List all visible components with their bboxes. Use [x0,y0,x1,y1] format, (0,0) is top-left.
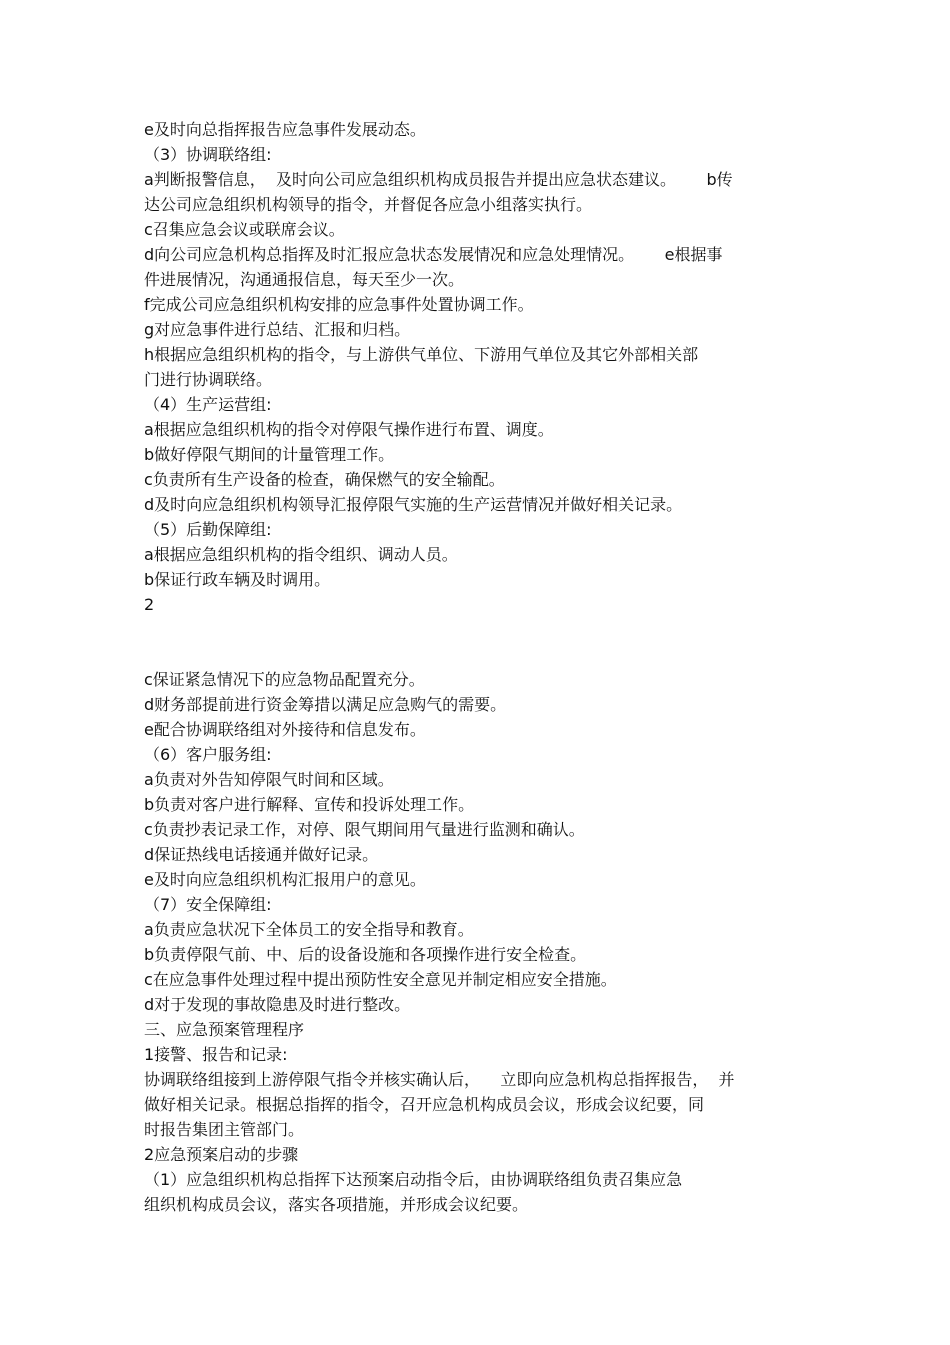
text-line: a负责对外告知停限气时间和区域。 [144,770,394,789]
section-heading: 2应急预案启动的步骤 [144,1145,299,1164]
text-line: b负责停限气前、中、后的设备设施和各项操作进行安全检查。 [144,945,587,964]
text-line: a根据应急组织机构的指令组织、调动人员。 [144,545,458,564]
text-line: 组织机构成员会议，落实各项措施，并形成会议纪要。 [144,1195,529,1214]
text-line: a根据应急组织机构的指令对停限气操作进行布置、调度。 [144,420,554,439]
text-line: d及时向应急组织机构领导汇报停限气实施的生产运营情况并做好相关记录。 [144,495,683,514]
section-heading: （7）安全保障组: [144,895,272,914]
text-line: 时报告集团主管部门。 [144,1120,305,1139]
text-line: a判断报警信息， 及时向公司应急组织机构成员报告并提出应急状态建议。 b传 [144,170,733,189]
chapter-heading: 三、应急预案管理程序 [144,1020,305,1039]
text-line: a负责应急状况下全体员工的安全指导和教育。 [144,920,474,939]
section-heading: （6）客户服务组: [144,745,272,764]
section-heading: （4）生产运营组: [144,395,272,414]
text-line: d财务部提前进行资金筹措以满足应急购气的需要。 [144,695,507,714]
text-line: g对应急事件进行总结、汇报和归档。 [144,320,411,339]
text-line: d向公司应急机构总指挥及时汇报应急状态发展情况和应急处理情况。 e根据事 [144,245,723,264]
text-line: 达公司应急组织机构领导的指令，并督促各应急小组落实执行。 [144,195,593,214]
text-line: 门进行协调联络。 [144,370,273,389]
text-line: （1）应急组织机构总指挥下达预案启动指令后，由协调联络组负责召集应急 [144,1170,683,1189]
text-line: h根据应急组织机构的指令，与上游供气单位、下游用气单位及其它外部相关部 [144,345,699,364]
text-line: b做好停限气期间的计量管理工作。 [144,445,395,464]
text-line: b负责对客户进行解释、宣传和投诉处理工作。 [144,795,475,814]
text-line: d对于发现的事故隐患及时进行整改。 [144,995,411,1014]
text-line: 协调联络组接到上游停限气指令并核实确认后， 立即向应急机构总指挥报告， 并 [144,1070,735,1089]
text-line: 做好相关记录。根据总指挥的指令，召开应急机构成员会议，形成会议纪要，同 [144,1095,705,1114]
text-line: c在应急事件处理过程中提出预防性安全意见并制定相应安全措施。 [144,970,617,989]
text-line: b保证行政车辆及时调用。 [144,570,331,589]
text-line: e及时向总指挥报告应急事件发展动态。 [144,120,426,139]
section-heading: （3）协调联络组: [144,145,272,164]
page-number: 2 [144,595,155,614]
text-line: d保证热线电话接通并做好记录。 [144,845,379,864]
text-line: e配合协调联络组对外接待和信息发布。 [144,720,426,739]
section-heading: （5）后勤保障组: [144,520,272,539]
text-line: e及时向应急组织机构汇报用户的意见。 [144,870,426,889]
section-heading: 1接警、报告和记录: [144,1045,288,1064]
text-line: c召集应急会议或联席会议。 [144,220,345,239]
text-line: 件进展情况，沟通通报信息，每天至少一次。 [144,270,465,289]
text-line: c负责所有生产设备的检查，确保燃气的安全输配。 [144,470,505,489]
text-line: f完成公司应急组织机构安排的应急事件处置协调工作。 [144,295,534,314]
text-line: c负责抄表记录工作，对停、限气期间用气量进行监测和确认。 [144,820,585,839]
text-line: c保证紧急情况下的应急物品配置充分。 [144,670,425,689]
